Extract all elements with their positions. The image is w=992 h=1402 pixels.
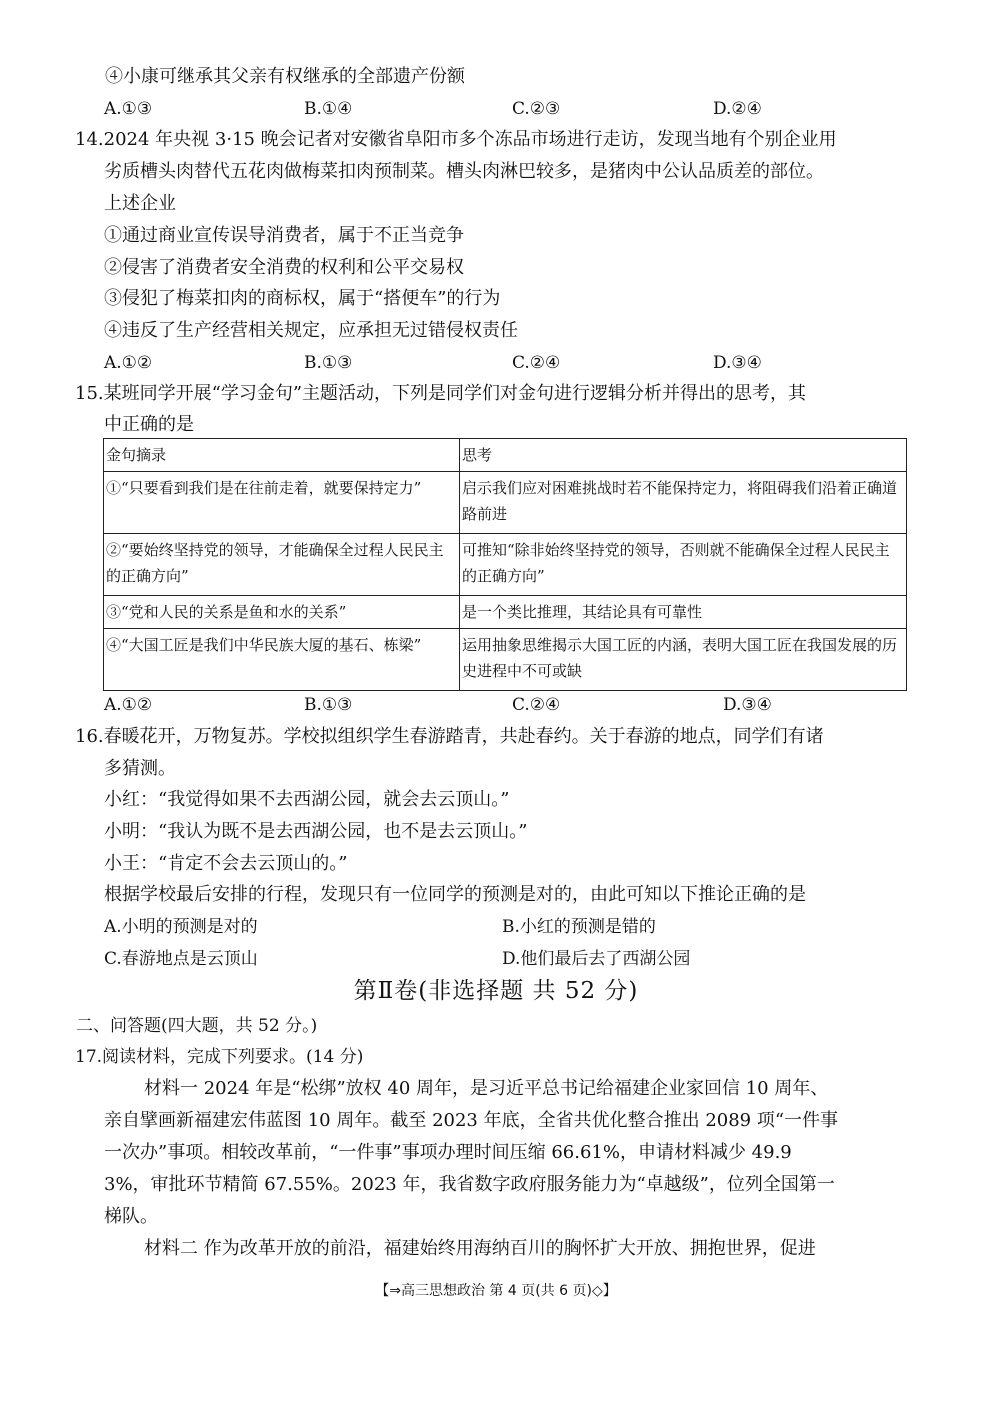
q15-option-c: C.②④ — [512, 695, 561, 715]
table-cell-thought: 是一个类比推理，其结论具有可靠性 — [460, 596, 907, 629]
q14-statement-2: ②侵害了消费者安全消费的权利和公平交易权 — [104, 257, 464, 278]
q16-option-d: D.他们最后去了西湖公园 — [502, 949, 691, 969]
table-cell-quote: ③“党和人民的关系是鱼和水的关系” — [104, 596, 460, 629]
q16-quote-xiaohong: 小红：“我觉得如果不去西湖公园，就会去云顶山。” — [104, 789, 510, 810]
q17-title: 17.阅读材料，完成下列要求。(14 分) — [75, 1047, 364, 1067]
q14-option-d: D.③④ — [713, 353, 762, 373]
q14-stem-line-1: 14.2024 年央视 3·15 晚会记者对安徽省阜阳市多个冻品市场进行走访，发现当地有个别企业用 — [75, 129, 837, 150]
q16-stem-line-1: 16.春暖花开，万物复苏。学校拟组织学生春游踏青，共赴春约。关于春游的地点，同学们有诸 — [75, 726, 824, 747]
q16-option-c: C.春游地点是云顶山 — [104, 949, 258, 969]
q16-option-b: B.小红的预测是错的 — [502, 917, 656, 937]
q16-stem-line-2: 多猜测。 — [104, 758, 176, 779]
q16-quote-xiaowang: 小王：“肯定不会去云顶山的。” — [104, 853, 348, 874]
table-header-row — [104, 439, 907, 472]
quote-analysis-table — [103, 438, 907, 691]
q13-statement-4: ④小康可继承其父亲有权继承的全部遗产份额 — [105, 66, 465, 87]
q17-material-line-5: 梯队。 — [104, 1206, 158, 1227]
q14-statement-3: ③侵犯了梅菜扣肉的商标权，属于“搭便车”的行为 — [104, 288, 501, 309]
q15-option-d: D.③④ — [723, 695, 772, 715]
q15-option-a: A.①② — [104, 695, 153, 715]
section-title: 第Ⅱ卷(非选择题 共 52 分) — [353, 978, 639, 1004]
q13-option-d: D.②④ — [713, 99, 762, 119]
page-footer: 【⇒高三思想政治 第 4 页(共 6 页)◇】 — [375, 1283, 617, 1299]
q15-option-b: B.①③ — [304, 695, 353, 715]
q15-stem-line-1: 15.某班同学开展“学习金句”主题活动，下列是同学们对金句进行逻辑分析并得出的思考，其 — [75, 383, 807, 404]
table-row — [104, 629, 907, 691]
q16-quote-xiaoming: 小明：“我认为既不是去西湖公园，也不是去云顶山。” — [104, 821, 528, 842]
table-header-quote: 金句摘录 — [104, 439, 460, 472]
section-heading: 二、问答题(四大题，共 52 分。) — [76, 1016, 318, 1036]
q14-stem-line-3: 上述企业 — [104, 193, 176, 214]
q14-stem-line-2: 劣质槽头肉替代五花肉做梅菜扣肉预制菜。槽头肉淋巴较多，是猪肉中公认品质差的部位。 — [104, 161, 824, 182]
q13-option-b: B.①④ — [304, 99, 353, 119]
q17-material-line-2: 亲自擘画新福建宏伟蓝图 10 周年。截至 2023 年底，全省共优化整合推出 2089 项“一件事 — [104, 1110, 839, 1131]
table-row — [104, 472, 907, 534]
q15-stem-line-2: 中正确的是 — [104, 414, 194, 435]
q13-option-c: C.②③ — [512, 99, 561, 119]
q14-statement-4: ④违反了生产经营相关规定，应承担无过错侵权责任 — [104, 320, 518, 341]
q17-material-line-4: 3%，审批环节精简 67.55%。2023 年，我省数字政府服务能力为“卓越级”，位列全国第一 — [104, 1174, 835, 1195]
table-cell-thought: 启示我们应对困难挑战时若不能保持定力，将阻碍我们沿着正确道路前进 — [460, 472, 907, 534]
q17-material-line-6: 材料二 作为改革开放的前沿，福建始终用海纳百川的胸怀扩大开放、拥抱世界，促进 — [144, 1238, 816, 1259]
table-cell-thought: 运用抽象思维揭示大国工匠的内涵，表明大国工匠在我国发展的历史进程中不可或缺 — [460, 629, 907, 691]
q14-option-a: A.①② — [104, 353, 153, 373]
q14-option-c: C.②④ — [512, 353, 561, 373]
table-cell-quote: ②“要始终坚持党的领导，才能确保全过程人民民主的正确方向” — [104, 534, 460, 596]
q17-material-line-3: 一次办”事项。相较改革前，“一件事”事项办理时间压缩 66.61%，申请材料减少 49.9 — [104, 1142, 792, 1163]
q16-option-a: A.小明的预测是对的 — [104, 917, 258, 937]
table-header-thought: 思考 — [460, 439, 907, 472]
table-cell-thought: 可推知“除非始终坚持党的领导，否则就不能确保全过程人民民主的正确方向” — [460, 534, 907, 596]
q14-option-b: B.①③ — [304, 353, 353, 373]
q16-question: 根据学校最后安排的行程，发现只有一位同学的预测是对的，由此可知以下推论正确的是 — [104, 884, 806, 905]
table-cell-quote: ④“大国工匠是我们中华民族大厦的基石、栋梁” — [104, 629, 460, 691]
table-row — [104, 534, 907, 596]
table-row — [104, 596, 907, 629]
q17-material-line-1: 材料一 2024 年是“松绑”放权 40 周年，是习近平总书记给福建企业家回信 10 周年、 — [144, 1078, 829, 1099]
q13-option-a: A.①③ — [104, 99, 153, 119]
q14-statement-1: ①通过商业宣传误导消费者，属于不正当竞争 — [104, 225, 464, 246]
table-cell-quote: ①“只要看到我们是在往前走着，就要保持定力” — [104, 472, 460, 534]
